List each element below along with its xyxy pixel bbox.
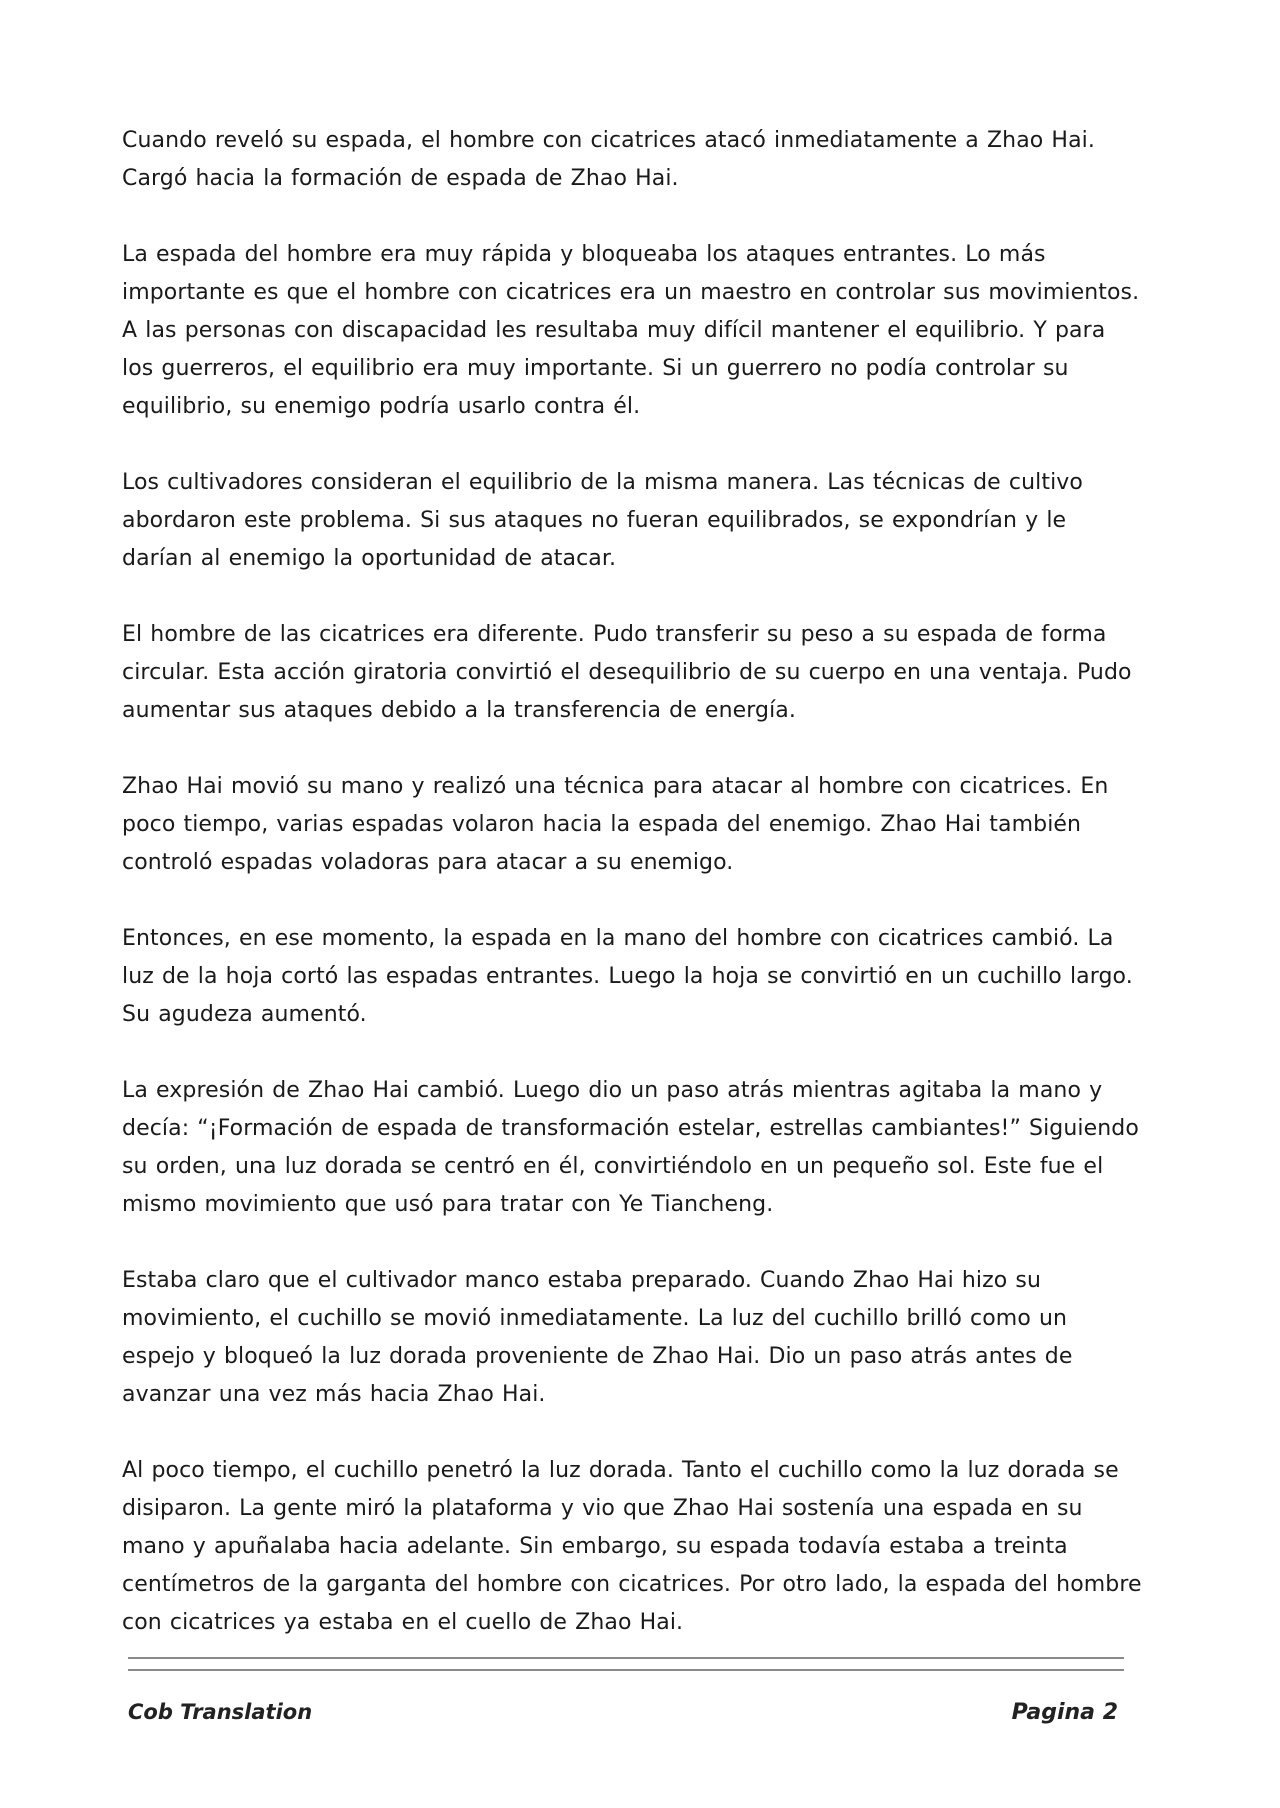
- footer-page-number: Pagina 2: [1011, 1700, 1118, 1725]
- paragraph-1: Cuando reveló su espada, el hombre con cicatrices atacó inmediatamente a Zhao Hai. Cargó hacia la formación de espada de Zhao Hai.: [122, 128, 1095, 191]
- footer-rule-bottom: [128, 1669, 1124, 1671]
- footer-divider: [128, 1657, 1124, 1671]
- paragraph-9: Al poco tiempo, el cuchillo penetró la luz dorada. Tanto el cuchillo como la luz dorada se disiparon. La gente miró la plataforma y vio que Zhao Hai sostenía una espada en su mano y apuñalaba hacia adelante. Sin embargo, su espada todavía estaba a treinta centímetros de la garganta del hombre con cicatrices. Por otro lado, la espada del hombre con cicatrices ya estaba en el cuello de Zhao Hai.: [122, 1458, 1142, 1635]
- paragraph-4: El hombre de las cicatrices era diferente. Pudo transferir su peso a su espada de forma circular. Esta acción giratoria convirtió el desequilibrio de su cuerpo en una ventaja. Pudo aumentar sus ataques debido a la transferencia de energía.: [122, 622, 1132, 723]
- paragraph-2: La espada del hombre era muy rápida y bloqueaba los ataques entrantes. Lo más importante es que el hombre con cicatrices era un maestro en controlar sus movimientos. A las personas con discapacidad les resultaba muy difícil mantener el equilibrio. Y para los guerreros, el equilibrio era muy importante. Si un guerrero no podía controlar su equilibrio, su enemigo podría usarlo contra él.: [122, 242, 1140, 419]
- page-footer: [128, 1700, 1118, 1725]
- paragraph-7: La expresión de Zhao Hai cambió. Luego dio un paso atrás mientras agitaba la mano y decía: “¡Formación de espada de transformación estelar, estrellas cambiantes!” Siguiendo su orden, una luz dorada se centró en él, convirtiéndolo en un pequeño sol. Este fue el mismo movimiento que usó para tratar con Ye Tiancheng.: [122, 1078, 1139, 1217]
- footer-rule-top: [128, 1657, 1124, 1659]
- paragraph-8: Estaba claro que el cultivador manco estaba preparado. Cuando Zhao Hai hizo su movimiento, el cuchillo se movió inmediatamente. La luz del cuchillo brilló como un espejo y bloqueó la luz dorada proveniente de Zhao Hai. Dio un paso atrás antes de avanzar una vez más hacia Zhao Hai.: [122, 1268, 1073, 1407]
- paragraph-5: Zhao Hai movió su mano y realizó una técnica para atacar al hombre con cicatrices. En poco tiempo, varias espadas volaron hacia la espada del enemigo. Zhao Hai también controló espadas voladoras para atacar a su enemigo.: [122, 774, 1109, 875]
- footer-publisher: Cob Translation: [128, 1700, 313, 1724]
- paragraph-6: Entonces, en ese momento, la espada en la mano del hombre con cicatrices cambió. La luz de la hoja cortó las espadas entrantes. Luego la hoja se convirtió en un cuchillo largo. Su agudeza aumentó.: [122, 926, 1133, 1027]
- body-text: [122, 122, 1142, 1680]
- paragraph-3: Los cultivadores consideran el equilibrio de la misma manera. Las técnicas de cultivo abordaron este problema. Si sus ataques no fueran equilibrados, se expondrían y le darían al enemigo la oportunidad de atacar.: [122, 470, 1083, 571]
